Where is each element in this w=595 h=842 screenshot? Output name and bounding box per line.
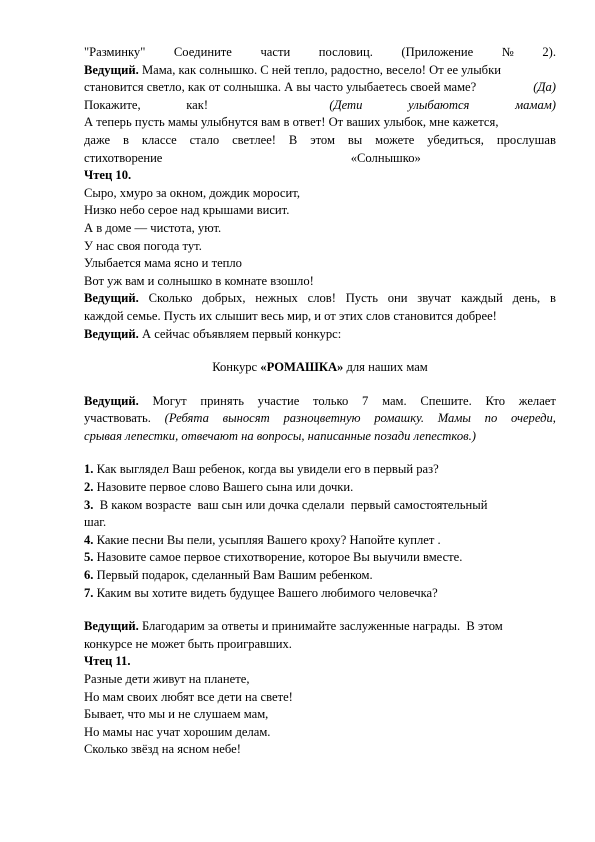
question-text: В каком возрасте ваш сын или дочка сделали первый самостоятельный <box>93 497 488 512</box>
text-word: 7 <box>362 393 369 408</box>
stage-direction-word: ромашку. <box>374 411 425 426</box>
text-word: прослушав <box>496 132 556 147</box>
stage-direction: (Да) <box>533 80 556 95</box>
text-word: вы <box>347 132 363 147</box>
question-number: 7. <box>84 585 94 600</box>
question-item <box>84 514 556 532</box>
question-item <box>84 497 556 515</box>
text-word: стало <box>189 132 220 147</box>
paragraph-line <box>84 132 556 150</box>
text-word: светлее! <box>232 132 276 147</box>
paragraph-line: каждой семье. Пусть их слышит весь мир, и от этих слов становится добрее! <box>84 308 497 323</box>
text-word: "Разминку" <box>84 45 146 59</box>
stage-direction-word: очереди, <box>510 411 556 426</box>
text-word: № <box>501 45 514 59</box>
stage-direction-word: мамам) <box>515 97 556 112</box>
text-word: слов! <box>307 291 336 306</box>
text-word: В <box>288 132 298 147</box>
text-word: желает <box>518 393 556 408</box>
text-run: стихотворение <box>84 150 163 165</box>
question-number: 3. <box>84 497 94 512</box>
poem-line: Низко небо серое над крышами висит. <box>84 203 290 218</box>
text-word: Соедините <box>173 45 232 59</box>
text-run: Мама, как солнышко. С ней тепло, радостно, весело! От ее улыбки <box>138 62 501 77</box>
poem-line: Но мам своих любят все дети на свете! <box>84 689 293 704</box>
text-word: Спешите. <box>420 393 472 408</box>
text-word: части <box>260 45 291 59</box>
stage-direction-word: разноцветную <box>283 411 361 426</box>
text-word: добрых, <box>202 291 246 306</box>
text-word: каждый <box>460 291 503 306</box>
contest-heading: Конкурс «РОМАШКА» для наших мам <box>212 360 428 375</box>
text-word: участие <box>257 393 300 408</box>
contest-name: «РОМАШКА» <box>260 360 344 375</box>
stage-direction-word: выносят <box>222 411 270 426</box>
poem-line: Улыбается мама ясно и тепло <box>84 256 242 271</box>
poem-line: У нас своя погода тут. <box>84 238 202 253</box>
question-text: Назовите первое слово Вашего сына или дочки. <box>93 480 354 495</box>
text-word: в <box>123 132 129 147</box>
text-word: только <box>313 393 349 408</box>
speaker-label: Ведущий. <box>84 393 139 408</box>
question-item <box>84 585 556 603</box>
document-page <box>84 44 556 759</box>
question-number: 2. <box>84 480 94 495</box>
paragraph-line <box>84 290 556 308</box>
text-word: Покажите, <box>84 97 141 112</box>
question-item <box>84 549 556 567</box>
question-item <box>84 479 556 497</box>
paragraph-line <box>84 44 556 62</box>
stage-direction-word: (Ребята <box>164 411 209 426</box>
question-item <box>84 567 556 585</box>
text-word: день, <box>512 291 541 306</box>
paragraph-line <box>84 618 556 636</box>
text-run: Благодарим за ответы и принимайте заслуженные награды. В этом <box>138 619 503 634</box>
question-number: 4. <box>84 532 94 547</box>
text-word: принять <box>200 393 244 408</box>
question-text: шаг. <box>84 515 107 530</box>
text-word: пословиц. <box>318 45 373 59</box>
poem-line: Вот уж вам и солнышко в комнате взошло! <box>84 273 314 288</box>
poem-title-ref: «Солнышко» <box>350 150 421 165</box>
speaker-label: Ведущий. <box>84 326 139 341</box>
paragraph-line <box>84 326 556 344</box>
text-word: этом <box>310 132 335 147</box>
text-word: даже <box>84 132 111 147</box>
question-number: 1. <box>84 462 94 477</box>
question-text: Каким вы хотите видеть будущее Вашего любимого человечка? <box>93 585 438 600</box>
speaker-label: Ведущий. <box>84 291 139 306</box>
question-item <box>84 461 556 479</box>
text-word: они <box>387 291 408 306</box>
reader-heading: Чтец 11. <box>84 654 131 669</box>
question-number: 5. <box>84 550 94 565</box>
paragraph-line <box>84 62 556 80</box>
stage-direction-word: (Дети <box>329 97 363 112</box>
text-word: 2). <box>542 45 556 59</box>
text-word: как! <box>186 97 209 112</box>
question-text: Как выглядел Ваш ребенок, когда вы увидели его в первый раз? <box>93 462 439 477</box>
text-run: становится светло, как от солнышка. А вы часто улыбаетесь своей маме? <box>84 80 477 95</box>
stage-direction-word: Мамы <box>437 411 471 426</box>
speaker-label: Ведущий. <box>84 62 139 77</box>
poem-line: А в доме — чистота, уют. <box>84 220 222 235</box>
stage-direction-word: улыбаются <box>408 97 470 112</box>
poem-line: Сколько звёзд на ясном небе! <box>84 742 241 757</box>
poem-line: Сыро, хмуро за окном, дождик моросит, <box>84 185 300 200</box>
poem-line: Но мамы нас учат хорошим делам. <box>84 724 271 739</box>
text-run: А сейчас объявляем первый конкурс: <box>138 326 342 341</box>
paragraph-line: А теперь пусть мамы улыбнутся вам в ответ! От ваших улыбок, мне кажется, <box>84 115 499 130</box>
text-word: (Приложение <box>401 45 474 59</box>
stage-direction: срывая лепестки, отвечают на вопросы, написанные позади лепестков.) <box>84 428 476 443</box>
reader-heading: Чтец 10. <box>84 168 132 183</box>
speaker-label: Ведущий. <box>84 619 139 634</box>
text-word: в <box>549 291 556 306</box>
poem-line: Разные дети живут на планете, <box>84 672 250 686</box>
poem-line: Бывает, что мы и не слушаем мам, <box>84 707 269 722</box>
question-text: Назовите самое первое стихотворение, которое Вы выучили вместе. <box>93 550 463 565</box>
paragraph-line: конкурсе не может быть проигравших. <box>84 636 292 651</box>
text-word: Могут <box>152 393 187 408</box>
text-word: звучат <box>417 291 452 306</box>
paragraph-line <box>84 150 556 168</box>
text-word: мам. <box>382 393 407 408</box>
text-word: Сколько <box>148 291 193 306</box>
text-word: нежных <box>255 291 298 306</box>
paragraph-line <box>84 97 556 115</box>
question-number: 6. <box>84 568 94 583</box>
question-item <box>84 532 556 550</box>
stage-direction-word: по <box>484 411 498 426</box>
text-word: можете <box>375 132 415 147</box>
question-text: Первый подарок, сделанный Вам Вашим ребенком. <box>93 568 373 583</box>
paragraph-line <box>84 428 556 446</box>
question-text: Какие песни Вы пели, усыпляя Вашего кроху? Напойте куплет . <box>93 532 441 547</box>
text-word: классе <box>141 132 177 147</box>
paragraph-line <box>84 393 556 411</box>
paragraph-line <box>84 410 556 428</box>
text-word: Кто <box>485 393 506 408</box>
text-word: Пусть <box>345 291 378 306</box>
text-word: участвовать. <box>84 411 151 426</box>
text-word: убедиться, <box>427 132 484 147</box>
paragraph-line <box>84 79 556 97</box>
